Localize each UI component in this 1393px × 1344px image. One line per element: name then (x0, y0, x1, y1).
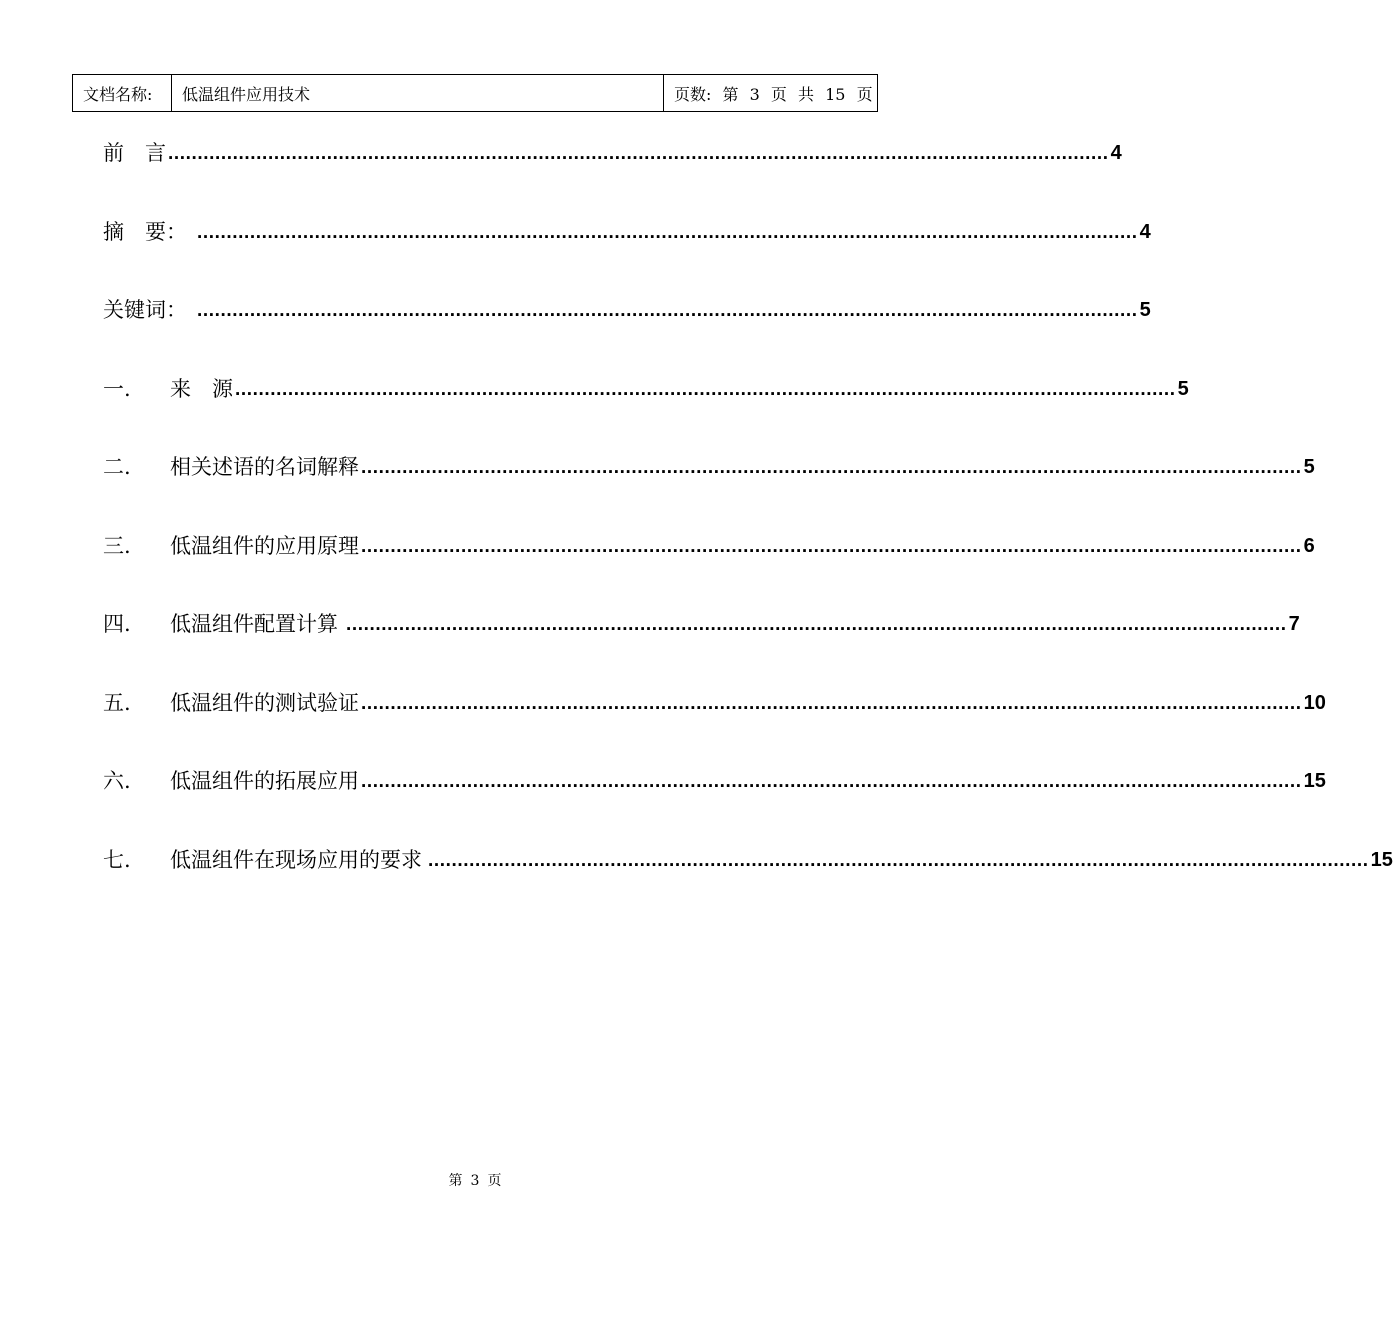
toc-entry-number: 四. (103, 612, 131, 636)
toc-leader-dots: ................................................................................................................................................................ (346, 614, 1287, 635)
toc-entry[interactable] (103, 295, 1151, 326)
toc-entry-title: 低温组件的测试验证 (170, 690, 359, 715)
doc-name-value: 低温组件应用技术 (172, 75, 664, 112)
toc-entry-title: 来 源 (170, 376, 233, 401)
toc-entry-page: 10 (1303, 691, 1326, 714)
page-di: 第 (722, 84, 739, 104)
toc-entry[interactable] (103, 609, 1300, 640)
toc-leader-dots: ................................................................................................................................................................ (361, 692, 1302, 714)
toc-entry-page: 5 (1303, 456, 1315, 478)
page-current: 3 (749, 84, 760, 104)
toc-entry-number: 六. (103, 769, 131, 793)
toc-entry-number: 五. (103, 690, 131, 715)
footer-ye: 页 (487, 1173, 502, 1189)
footer-page-number: 3 (470, 1173, 480, 1189)
toc-entry[interactable] (103, 845, 1393, 876)
toc-entry[interactable] (103, 217, 1151, 248)
toc-entry-title: 低温组件的拓展应用 (170, 769, 359, 793)
page-ye-2: 页 (856, 84, 873, 104)
toc-entry-title: 前 言 (103, 141, 166, 165)
page-total: 15 (825, 84, 846, 104)
toc-leader-dots: ................................................................................................................................................................ (197, 221, 1138, 243)
toc-entry-title: 关键词： (103, 298, 187, 322)
toc-entry[interactable] (103, 452, 1315, 483)
toc-leader-dots: ................................................................................................................................................................ (168, 143, 1109, 164)
toc-leader-dots: ................................................................................................................................................................ (361, 535, 1302, 557)
footer-di: 第 (448, 1173, 463, 1189)
page-count-label: 页数: (674, 84, 712, 104)
page-ye: 页 (770, 84, 787, 104)
toc-leader-dots: ................................................................................................................................................................ (361, 771, 1302, 792)
toc-entry[interactable] (103, 688, 1326, 719)
toc-leader-dots: ................................................................................................................................................................ (428, 849, 1369, 871)
toc-entry[interactable] (103, 374, 1189, 405)
toc-entry-page: 7 (1288, 613, 1300, 635)
toc-entry-number: 三. (103, 533, 131, 558)
toc-entry-number: 七. (103, 847, 131, 872)
toc-leader-dots: ................................................................................................................................................................ (361, 457, 1302, 478)
toc-entry[interactable] (103, 766, 1326, 797)
toc-entry-title: 低温组件在现场应用的要求 (170, 847, 422, 872)
toc-entry-title: 相关述语的名词解释 (170, 455, 359, 479)
toc-entry-page: 5 (1139, 299, 1151, 321)
page-gong: 共 (798, 84, 815, 104)
toc-entry-page: 15 (1370, 848, 1393, 871)
toc-entry-page: 4 (1110, 142, 1122, 164)
doc-name-label: 文档名称: (73, 75, 172, 112)
toc-entry-page: 6 (1303, 534, 1315, 557)
toc-leader-dots: ................................................................................................................................................................ (235, 378, 1176, 400)
toc-entry-number: 一. (103, 376, 131, 401)
toc-entry-title: 摘 要： (103, 219, 187, 244)
document-header-table (72, 74, 878, 112)
table-of-contents (103, 138, 1393, 923)
toc-entry-page: 5 (1177, 377, 1189, 400)
toc-entry[interactable] (103, 138, 1122, 169)
toc-leader-dots: ................................................................................................................................................................ (197, 300, 1138, 321)
toc-entry-page: 4 (1139, 220, 1151, 243)
toc-entry[interactable] (103, 531, 1315, 562)
toc-entry-title: 低温组件的应用原理 (170, 533, 359, 558)
toc-entry-number: 二. (103, 455, 131, 479)
toc-entry-title: 低温组件配置计算 (170, 612, 338, 636)
page-footer (0, 1170, 950, 1190)
page-count-info (664, 75, 878, 112)
toc-entry-page: 15 (1303, 770, 1326, 792)
